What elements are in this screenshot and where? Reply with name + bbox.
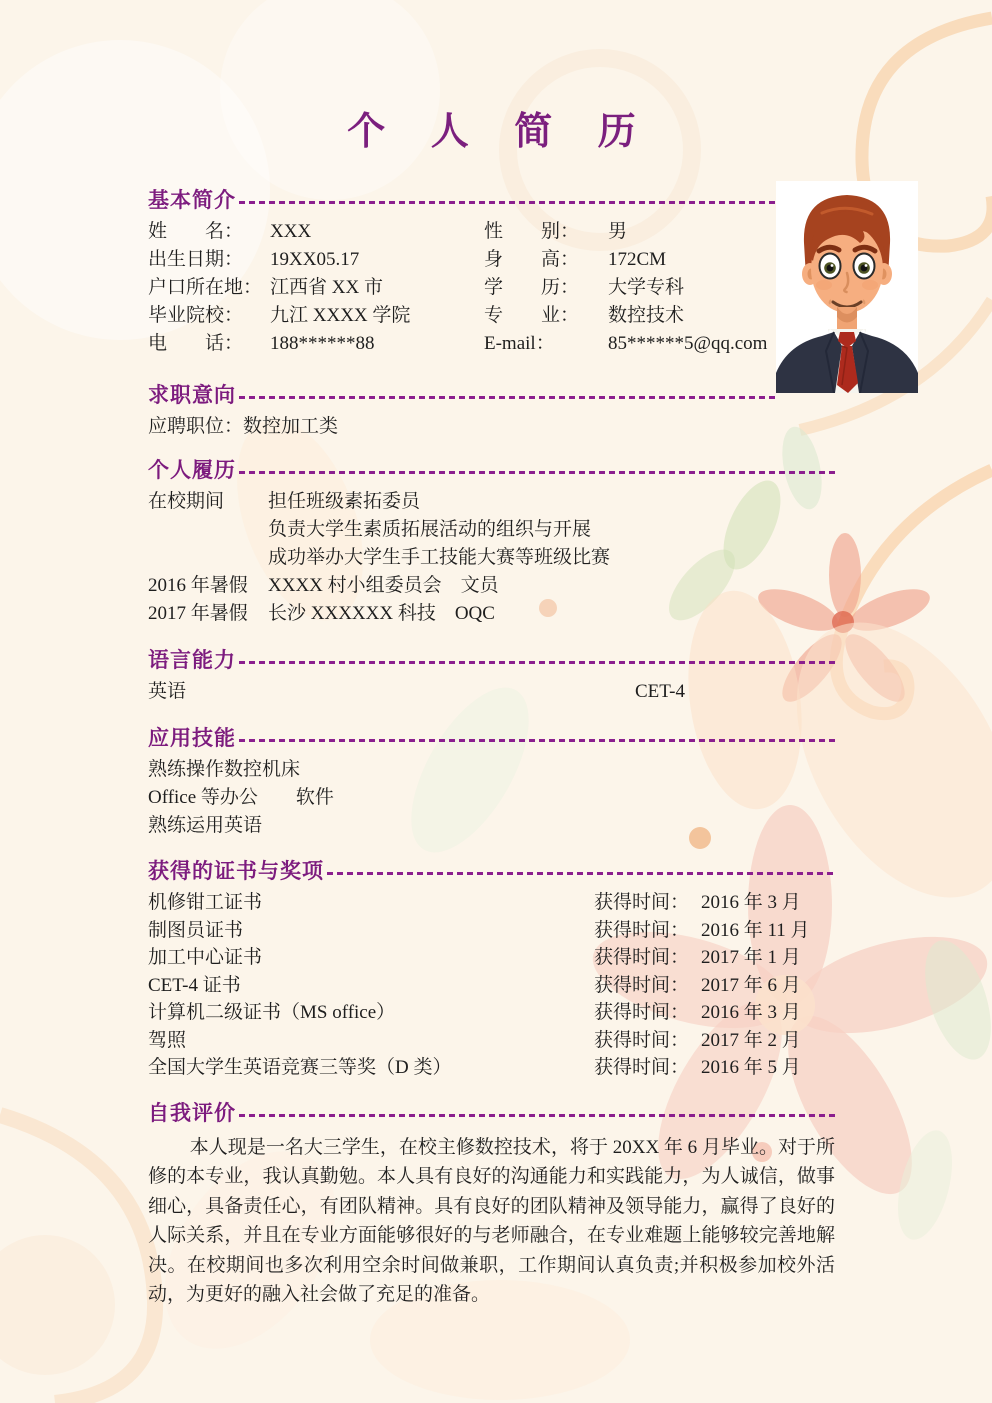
experience-detail: 成功举办大学生手工技能大赛等班级比赛	[268, 547, 611, 568]
section-header-basic	[148, 186, 775, 216]
certificate-time-label: 获得时间：	[594, 892, 690, 913]
dashed-rule	[239, 661, 835, 664]
section-experience	[148, 456, 835, 628]
self-evaluation-paragraph: 本人现是一名大三学生，在校主修数控技术，将于 20XX 年 6 月毕业。对于所修的本专业，我认真勤勉。本人具有良好的沟通能力和实践能力，为人诚信，做事细心，具备责任心，有团队精神。具有良好的团队精神及领导能力，赢得了良好的人际关系，并且在专业方面能够很好的与老师融合，在专业难题上能够较完善地解决。在校期间也多次利用空余时间做兼职，工作期间认真负责;并积极参加校外活动，为更好的融入社会做了充足的准备。	[148, 1136, 835, 1305]
experience-detail: 长沙 XXXXXX 科技 OQC	[268, 603, 495, 624]
field-value-name: XXX	[270, 221, 312, 242]
certificate-date: 2016 年 11 月	[701, 919, 810, 941]
field-label-phone: 电 话：	[148, 333, 244, 354]
field-value-birthdate: 19XX05.17	[270, 249, 360, 270]
skills-list	[148, 756, 835, 840]
certificate-time-label: 获得时间：	[594, 919, 690, 941]
dashed-rule	[239, 471, 835, 474]
section-heading-skills: 应用技能	[148, 727, 236, 750]
section-heading-experience: 个人履历	[148, 459, 236, 482]
field-label-school: 毕业院校：	[148, 305, 244, 326]
section-header-job	[148, 381, 775, 411]
dashed-rule	[239, 396, 775, 399]
language-name: 英语	[148, 681, 187, 702]
job-position-value: 数控加工类	[243, 416, 339, 437]
experience-row	[148, 544, 835, 572]
language-row	[148, 678, 835, 706]
certificate-date: 2016 年 3 月	[701, 1002, 801, 1023]
field-label-email: E-mail：	[484, 333, 555, 354]
field-value-email: 85******5@qq.com	[608, 333, 768, 354]
skill-item: 熟练操作数控机床	[148, 759, 301, 780]
experience-row	[148, 572, 835, 600]
section-heading-language: 语言能力	[148, 649, 236, 672]
experience-row	[148, 516, 835, 544]
field-value-gender: 男	[608, 221, 628, 242]
skill-item: 熟练运用英语	[148, 815, 263, 836]
job-position-label: 应聘职位：	[148, 416, 244, 437]
section-heading-basic: 基本简介	[148, 189, 236, 212]
certificate-row	[148, 944, 835, 972]
basic-row	[148, 218, 835, 246]
certificate-name: CET-4 证书	[148, 974, 241, 996]
section-basic-info	[148, 186, 835, 358]
section-skills	[148, 724, 835, 840]
dashed-rule	[239, 1114, 835, 1117]
avatar-illustration	[776, 181, 918, 393]
experience-row	[148, 600, 835, 628]
field-label-name: 姓 名：	[148, 221, 244, 242]
section-job-intention	[148, 381, 835, 441]
experience-period: 2016 年暑假	[148, 575, 248, 596]
certificate-row	[148, 917, 835, 945]
field-value-major: 数控技术	[608, 305, 685, 326]
section-header-experience	[148, 456, 835, 486]
section-language	[148, 646, 835, 706]
field-value-school: 九江 XXXX 学院	[270, 305, 411, 326]
certificate-row	[148, 1054, 835, 1082]
experience-period: 在校期间	[148, 491, 225, 512]
resume-content	[148, 0, 835, 1310]
field-label-education: 学 历：	[484, 277, 580, 298]
certificate-date: 2017 年 2 月	[701, 1029, 801, 1051]
certificate-time-label: 获得时间：	[594, 974, 690, 996]
experience-period	[148, 544, 268, 572]
certificate-row	[148, 1027, 835, 1055]
section-header-language	[148, 646, 835, 676]
certificate-name: 驾照	[148, 1029, 187, 1051]
certificate-time-label: 获得时间：	[594, 1002, 690, 1023]
certificate-name: 加工中心证书	[148, 947, 263, 968]
field-label-gender: 性 别：	[484, 221, 580, 242]
certificate-time-label: 获得时间：	[594, 1057, 690, 1078]
section-header-skills	[148, 724, 835, 754]
section-header-certificates	[148, 857, 835, 887]
dashed-rule	[327, 872, 835, 875]
experience-period: 2017 年暑假	[148, 603, 248, 624]
page-title: 个 人 简 历	[347, 111, 654, 153]
certificate-name: 制图员证书	[148, 919, 244, 941]
certificates-list	[148, 889, 835, 1082]
dashed-rule	[239, 739, 835, 742]
section-self-evaluation	[148, 1099, 835, 1310]
experience-detail: 负责大学生素质拓展活动的组织与开展	[268, 519, 592, 540]
basic-row	[148, 274, 835, 302]
section-heading-job: 求职意向	[148, 384, 236, 407]
certificate-time-label: 获得时间：	[594, 947, 690, 968]
experience-detail: 担任班级素拓委员	[268, 491, 421, 512]
basic-row	[148, 246, 835, 274]
basic-row	[148, 302, 835, 330]
field-label-height: 身 高：	[484, 249, 580, 270]
section-heading-self-evaluation: 自我评价	[148, 1101, 236, 1125]
certificate-row	[148, 889, 835, 917]
job-intention-row	[148, 413, 835, 441]
field-value-height: 172CM	[608, 249, 667, 270]
certificate-date: 2017 年 1 月	[701, 947, 801, 968]
certificate-time-label: 获得时间：	[594, 1029, 690, 1051]
certificate-name: 全国大学生英语竞赛三等奖（D 类）	[148, 1057, 452, 1078]
basic-info-grid	[148, 218, 835, 358]
certificate-row	[148, 999, 835, 1027]
certificate-date: 2017 年 6 月	[701, 974, 801, 996]
language-level: CET-4	[635, 681, 685, 702]
experience-list	[148, 488, 835, 628]
field-label-major: 专 业：	[484, 305, 580, 326]
certificate-date: 2016 年 3 月	[701, 892, 801, 913]
experience-period	[148, 516, 268, 544]
field-value-residence: 江西省 XX 市	[270, 277, 383, 298]
basic-row	[148, 330, 835, 358]
certificate-date: 2016 年 5 月	[701, 1057, 801, 1078]
field-value-phone: 188******88	[270, 333, 375, 354]
certificate-name: 计算机二级证书（MS office）	[148, 1002, 396, 1023]
section-header-self-evaluation	[148, 1099, 835, 1129]
section-heading-certificates: 获得的证书与奖项	[148, 860, 324, 883]
field-label-residence: 户口所在地：	[148, 277, 263, 298]
certificate-name: 机修钳工证书	[148, 892, 263, 913]
field-label-birthdate: 出生日期：	[148, 249, 244, 270]
experience-detail: XXXX 村小组委员会 文员	[268, 575, 499, 596]
skill-item: Office 等办公 软件	[148, 787, 334, 808]
field-value-education: 大学专科	[608, 277, 685, 298]
profile-photo	[776, 181, 918, 393]
section-certificates	[148, 857, 835, 1082]
dashed-rule	[239, 201, 775, 204]
certificate-row	[148, 972, 835, 1000]
experience-row	[148, 488, 835, 516]
